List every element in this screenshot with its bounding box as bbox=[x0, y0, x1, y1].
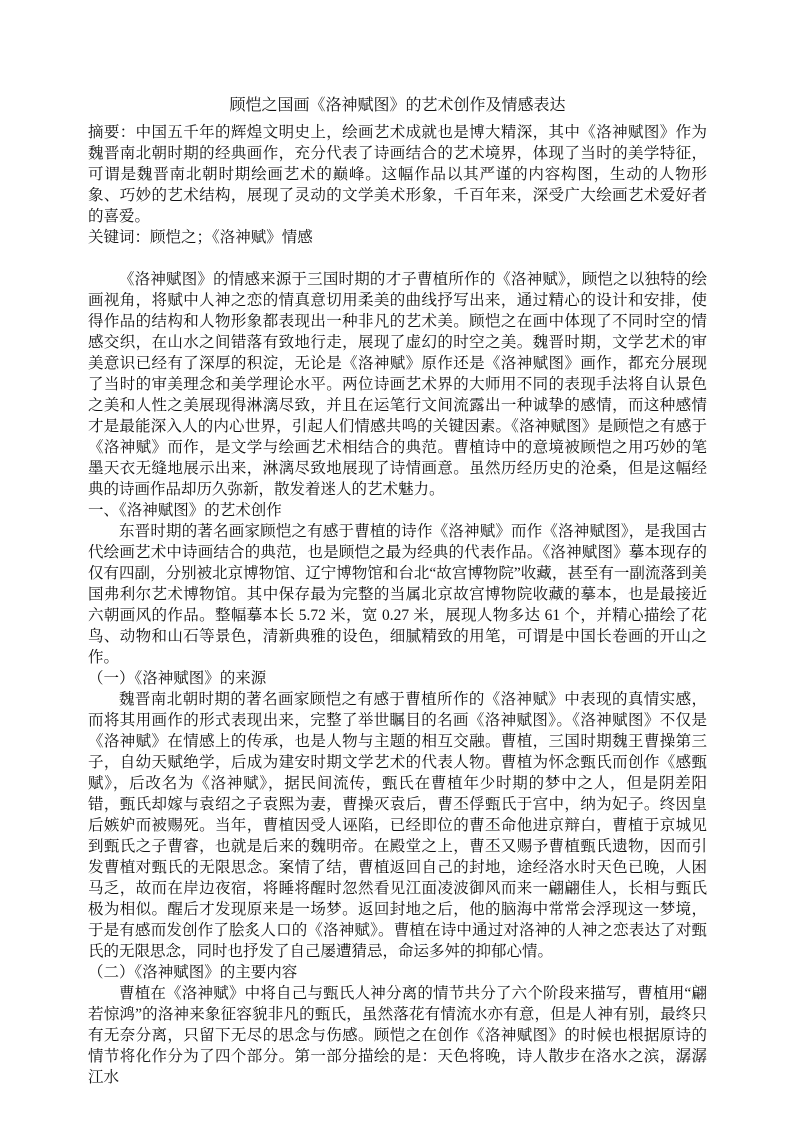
section-1-1-heading: （一）《洛神赋图》的来源 bbox=[88, 670, 267, 687]
keywords-line: 关键词：顾恺之；《洛神赋》情感 bbox=[88, 229, 313, 246]
document-title: 顾恺之国画《洛神赋图》的艺术创作及情感表达 bbox=[229, 97, 566, 114]
abstract-paragraph: 摘要：中国五千年的辉煌文明史上，绘画艺术成就也是博大精深，其中《洛神赋图》作为魏晋南北朝时期的经典画作，充分代表了诗画结合的艺术境界，体现了当时的美学特征，可谓是魏晋南北朝时期绘画艺术的巅峰。这幅作品以其严谨的内容构图，生动的人物形象、巧妙的艺术结构，展现了灵动的文学美术形象，千百年来，深受广大绘画艺术爱好者的喜爱。 bbox=[88, 124, 707, 225]
spacer bbox=[88, 248, 707, 269]
section-1-paragraph: 东晋时期的著名画家顾恺之有感于曹植的诗作《洛神赋》而作《洛神赋图》，是我国古代绘画艺术中诗画结合的典范，也是顾恺之最为经典的代表作品。《洛神赋图》摹本现存的仅有四副，分别被北京博物馆、辽宁博物馆和台北“故宫博物院”收藏，甚至有一副流落到美国弗利尔艺术博物馆。其中保存最为完整的当属北京故宫博物院收藏的摹本，也是最接近六朝画风的作品。整幅摹本长 5.72 米，宽 0.27 米，展现人物多达 61 个，并精心描绘了花鸟、动物和山石等景色，清新典雅的设色，细腻精致的用笔，可谓是中国长卷画的开山之作。 bbox=[88, 523, 707, 666]
section-1-1-paragraph: 魏晋南北朝时期的著名画家顾恺之有感于曹植所作的《洛神赋》中表现的真情实感，而将其用画作的形式表现出来，完整了举世瞩目的名画《洛神赋图》。《洛神赋图》不仅是《洛神赋》在情感上的传承，也是人物与主题的相互交融。曹植，三国时期魏王曹操第三子，自幼天赋绝学，后成为建安时期文学艺术的代表人物。曹植为怀念甄氏而创作《感甄赋》，后改名为《洛神赋》，据民间流传，甄氏在曹植年少时期的梦中之人，但是阴差阳错，甄氏却嫁与袁绍之子袁熙为妻，曹操灭袁后，曹丕俘甄氏于宫中，纳为妃子。终因皇后嫉妒而被赐死。当年，曹植因受人诬陷，已经即位的曹丕命他进京辩白，曹植于京城见到甄氏之子曹睿，也就是后来的魏明帝。在殿堂之上，曹丕又赐予曹植甄氏遗物，因而引发曹植对甄氏的无限思念。案情了结，曹植返回自己的封地，途经洛水时天色已晚，人困马乏，故而在岸边夜宿，将睡将醒时忽然看见江面凌波御风而来一翩翩佳人，长相与甄氏极为相似。醒后才发现原来是一场梦。返回封地之后，他的脑海中常常会浮现这一梦境，于是有感而发创作了脍炙人口的《洛神赋》。曹植在诗中通过对洛神的人神之恋表达了对甄氏的无限思念，同时也抒发了自己屡遭猜忌，命运多舛的抑郁心情。 bbox=[88, 691, 707, 960]
section-1-2-paragraph: 曹植在《洛神赋》中将自己与甄氏人神分离的情节共分了六个阶段来描写，曹植用“翩若惊鸿”的洛神来象征容貌非凡的甄氏，虽然落花有情流水亦有意，但是人神有别，最终只有无奈分离，只留下无尽的思念与伤感。顾恺之在创作《洛神赋图》的时候也根据原诗的情节将化作分为了四个部分。第一部分描绘的是：天色将晚，诗人散步在洛水之滨，潺潺江水 bbox=[88, 985, 707, 1086]
intro-paragraph: 《洛神赋图》的情感来源于三国时期的才子曹植所作的《洛神赋》，顾恺之以独特的绘画视角，将赋中人神之恋的情真意切用柔美的曲线抒写出来，通过精心的设计和安排，使得作品的结构和人物形象都表现出一种非凡的艺术美。顾恺之在画中体现了不同时空的情感交织，在山水之间错落有致地行走，展现了虚幻的时空之美。魏晋时期，文学艺术的审美意识已经有了深厚的积淀，无论是《洛神赋》原作还是《洛神赋图》画作，都充分展现了当时的审美理念和美学理论水平。两位诗画艺术界的大师用不同的表现手法将自认景色之美和人性之美展现得淋漓尽致，并且在运笔行文间流露出一种诚挚的感情，而这种感情才是最能深入人的内心世界，引起人们情感共鸣的关键因素。《洛神赋图》是顾恺之有感于《洛神赋》而作，是文学与绘画艺术相结合的典范。曹植诗中的意境被顾恺之用巧妙的笔墨天衣无缝地展示出来，淋漓尽致地展现了诗情画意。虽然历经历史的沧桑，但是这幅经典的诗画作品却历久弥新，散发着迷人的艺术魅力。 bbox=[88, 271, 707, 498]
section-1-2-heading: （二）《洛神赋图》的主要内容 bbox=[88, 964, 298, 981]
section-1-heading: 一、《洛神赋图》的艺术创作 bbox=[88, 502, 282, 519]
